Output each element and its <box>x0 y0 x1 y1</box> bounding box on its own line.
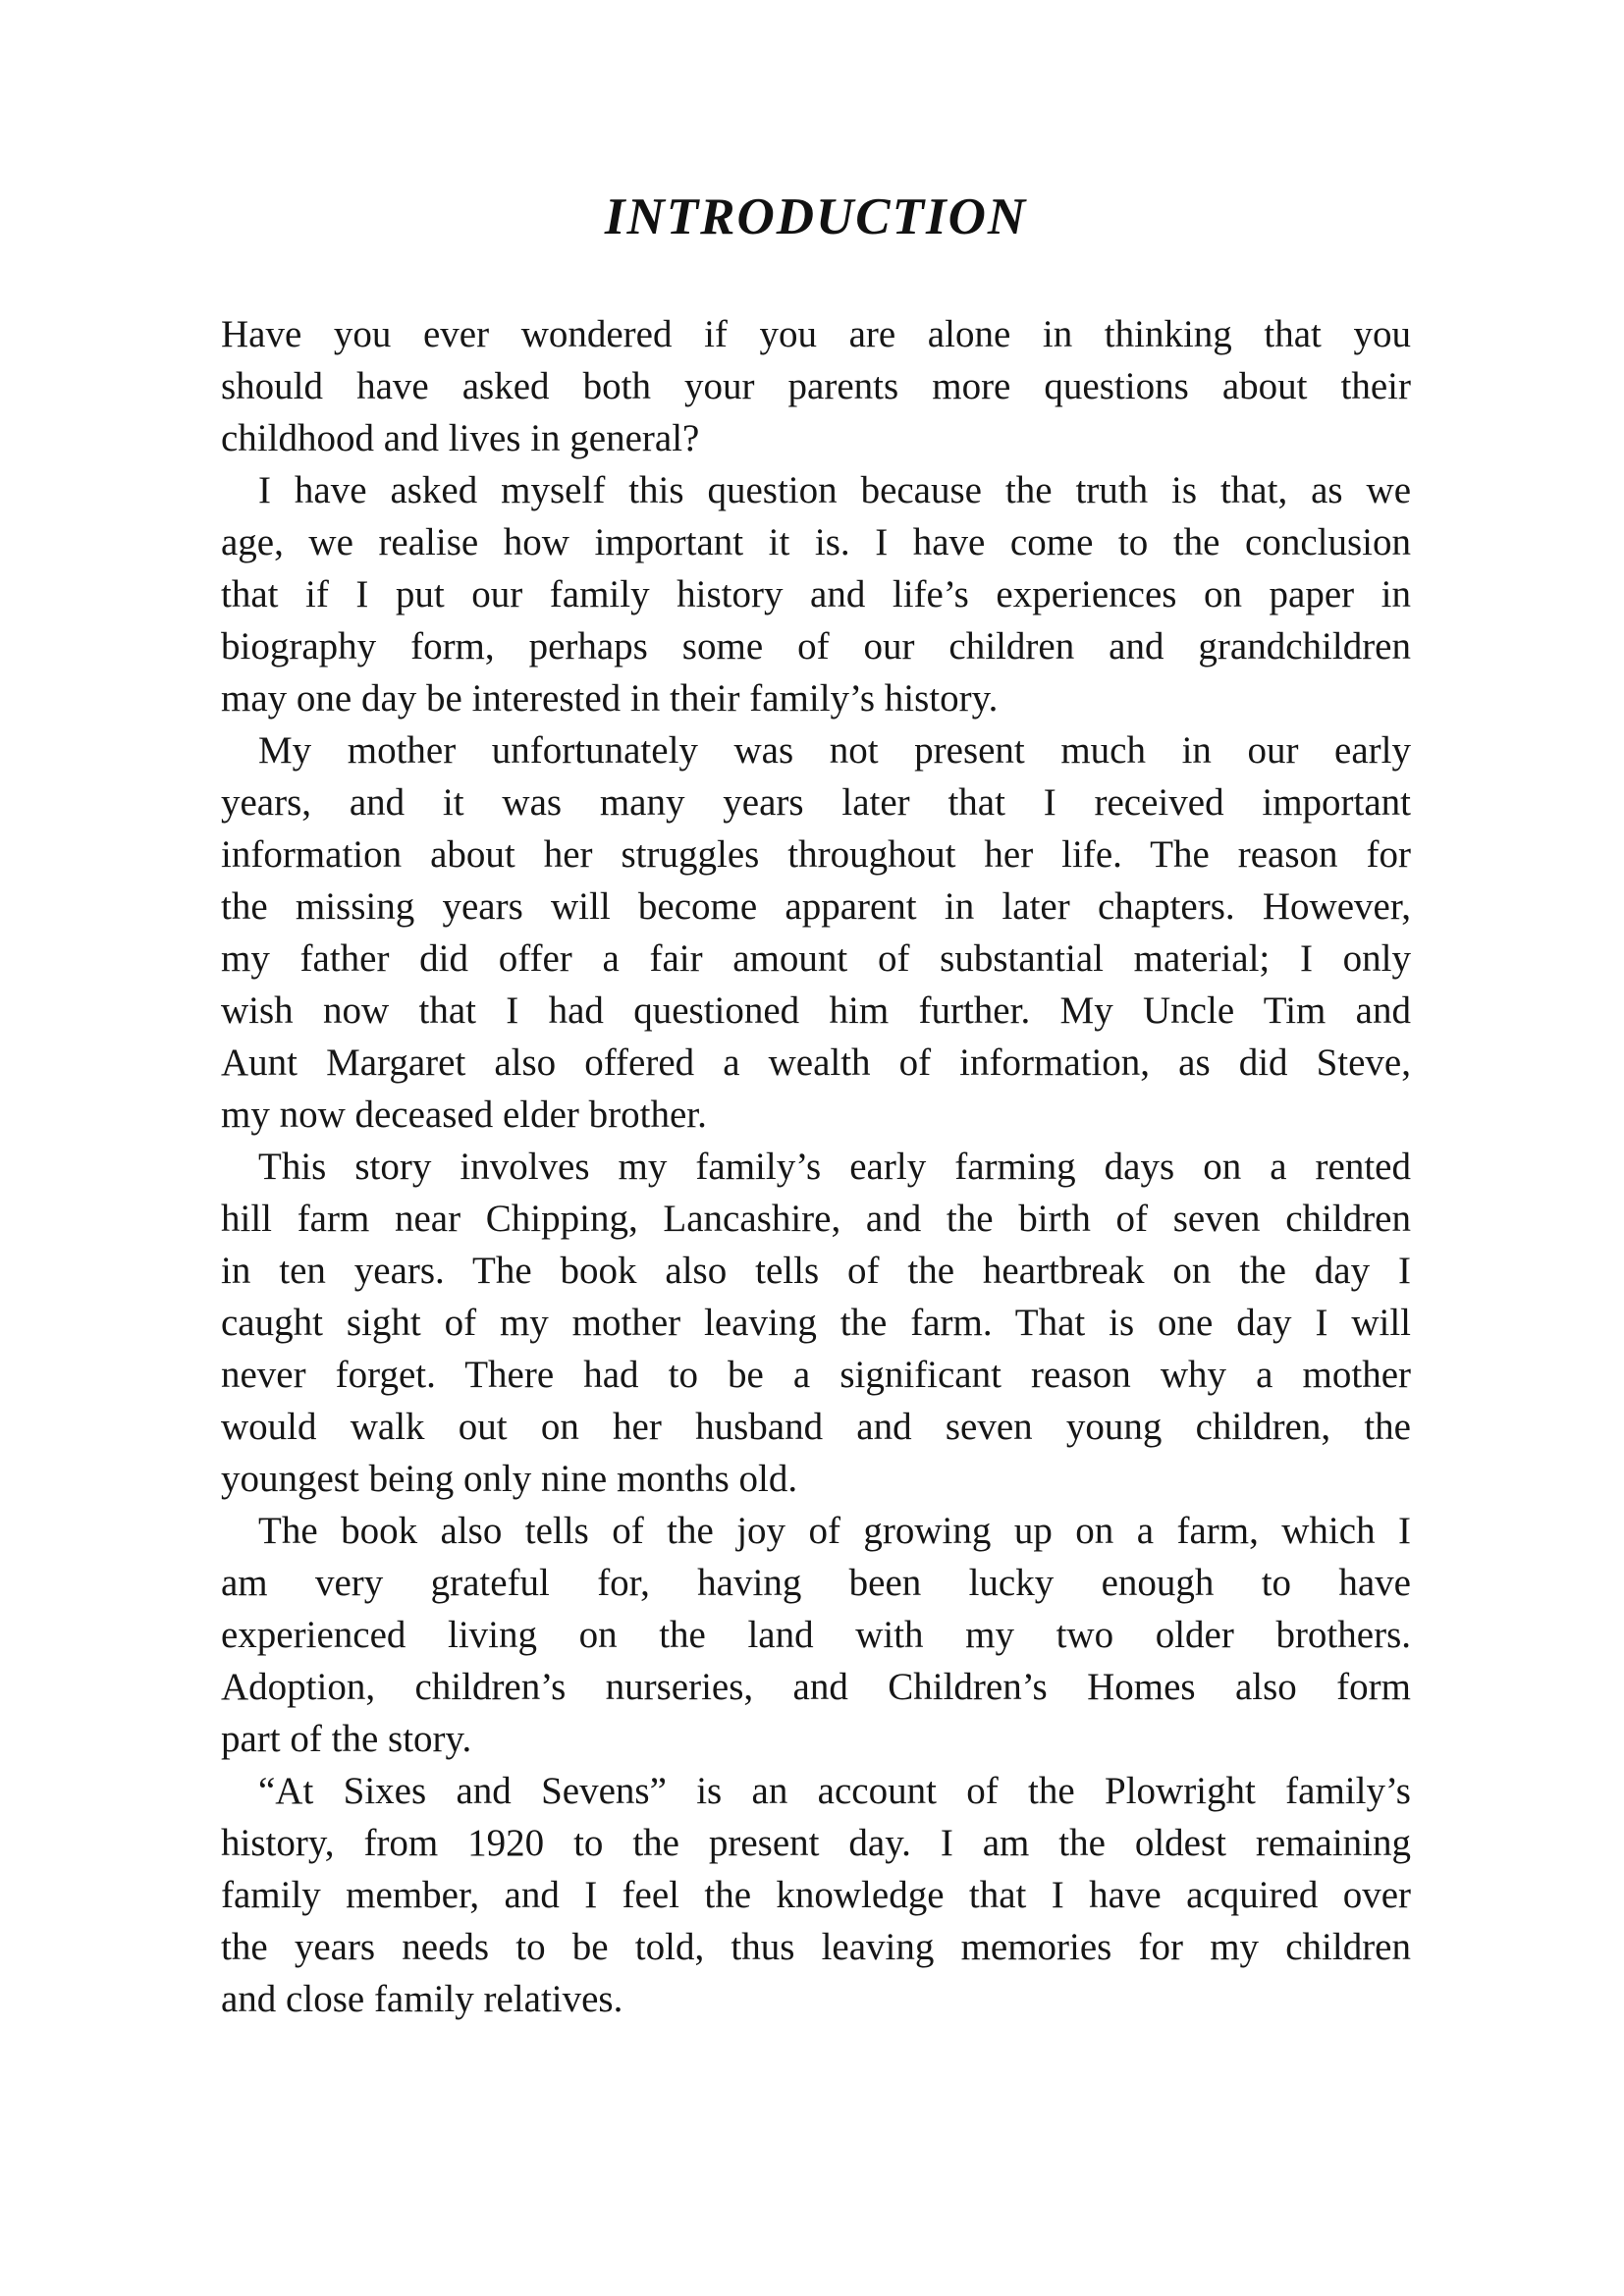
body-text <box>221 308 1411 2025</box>
text-line: part of the story. <box>221 1718 472 1760</box>
text-line: Have you ever wondered if you are alone in thinking that you <box>221 313 1411 355</box>
text-line: would walk out on her husband and seven young children, the <box>221 1406 1411 1448</box>
text-line: should have asked both your parents more questions about their <box>221 365 1411 407</box>
text-line: wish now that I had questioned him further. My Uncle Tim and <box>221 989 1411 1032</box>
text-line: This story involves my family’s early farming days on a rented <box>258 1146 1411 1188</box>
text-line: The book also tells of the joy of growing up on a farm, which I <box>258 1510 1411 1552</box>
text-line: caught sight of my mother leaving the farm. That is one day I will <box>221 1302 1411 1344</box>
paragraph <box>221 308 1411 464</box>
text-line: “At Sixes and Sevens” is an account of the Plowright family’s <box>258 1770 1411 1812</box>
text-line: My mother unfortunately was not present much in our early <box>258 729 1411 772</box>
text-line: youngest being only nine months old. <box>221 1458 798 1500</box>
text-line: years, and it was many years later that I received important <box>221 781 1411 824</box>
text-line: childhood and lives in general? <box>221 417 700 459</box>
text-line: that if I put our family history and life’s experiences on paper in <box>221 573 1411 615</box>
text-line: my father did offer a fair amount of substantial material; I only <box>221 937 1411 980</box>
text-line: may one day be interested in their family’s history. <box>221 677 999 720</box>
text-line: the years needs to be told, thus leaving memories for my children <box>221 1926 1411 1968</box>
text-line: age, we realise how important it is. I have come to the conclusion <box>221 521 1411 563</box>
text-line: Aunt Margaret also offered a wealth of information, as did Steve, <box>221 1041 1411 1084</box>
paragraph <box>221 1765 1411 2025</box>
paragraph <box>221 1505 1411 1765</box>
text-line: and close family relatives. <box>221 1978 623 2020</box>
text-line: history, from 1920 to the present day. I am the oldest remaining <box>221 1822 1411 1864</box>
paragraph <box>221 1141 1411 1505</box>
page-title: INTRODUCTION <box>604 188 1028 245</box>
text-line: Adoption, children’s nurseries, and Children’s Homes also form <box>221 1666 1411 1708</box>
paragraph <box>221 464 1411 724</box>
text-line: never forget. There had to be a significant reason why a mother <box>221 1354 1411 1396</box>
text-line: information about her struggles throughout her life. The reason for <box>221 833 1411 876</box>
text-line: hill farm near Chipping, Lancashire, and the birth of seven children <box>221 1198 1411 1240</box>
text-line: family member, and I feel the knowledge that I have acquired over <box>221 1874 1411 1916</box>
text-line: the missing years will become apparent in later chapters. However, <box>221 885 1411 928</box>
text-line: in ten years. The book also tells of the heartbreak on the day I <box>221 1250 1411 1292</box>
paragraph <box>221 724 1411 1141</box>
text-line: my now deceased elder brother. <box>221 1094 707 1136</box>
text-line: biography form, perhaps some of our children and grandchildren <box>221 625 1411 667</box>
text-line: I have asked myself this question because the truth is that, as we <box>258 469 1411 511</box>
text-line: am very grateful for, having been lucky enough to have <box>221 1562 1411 1604</box>
text-line: experienced living on the land with my two older brothers. <box>221 1614 1411 1656</box>
